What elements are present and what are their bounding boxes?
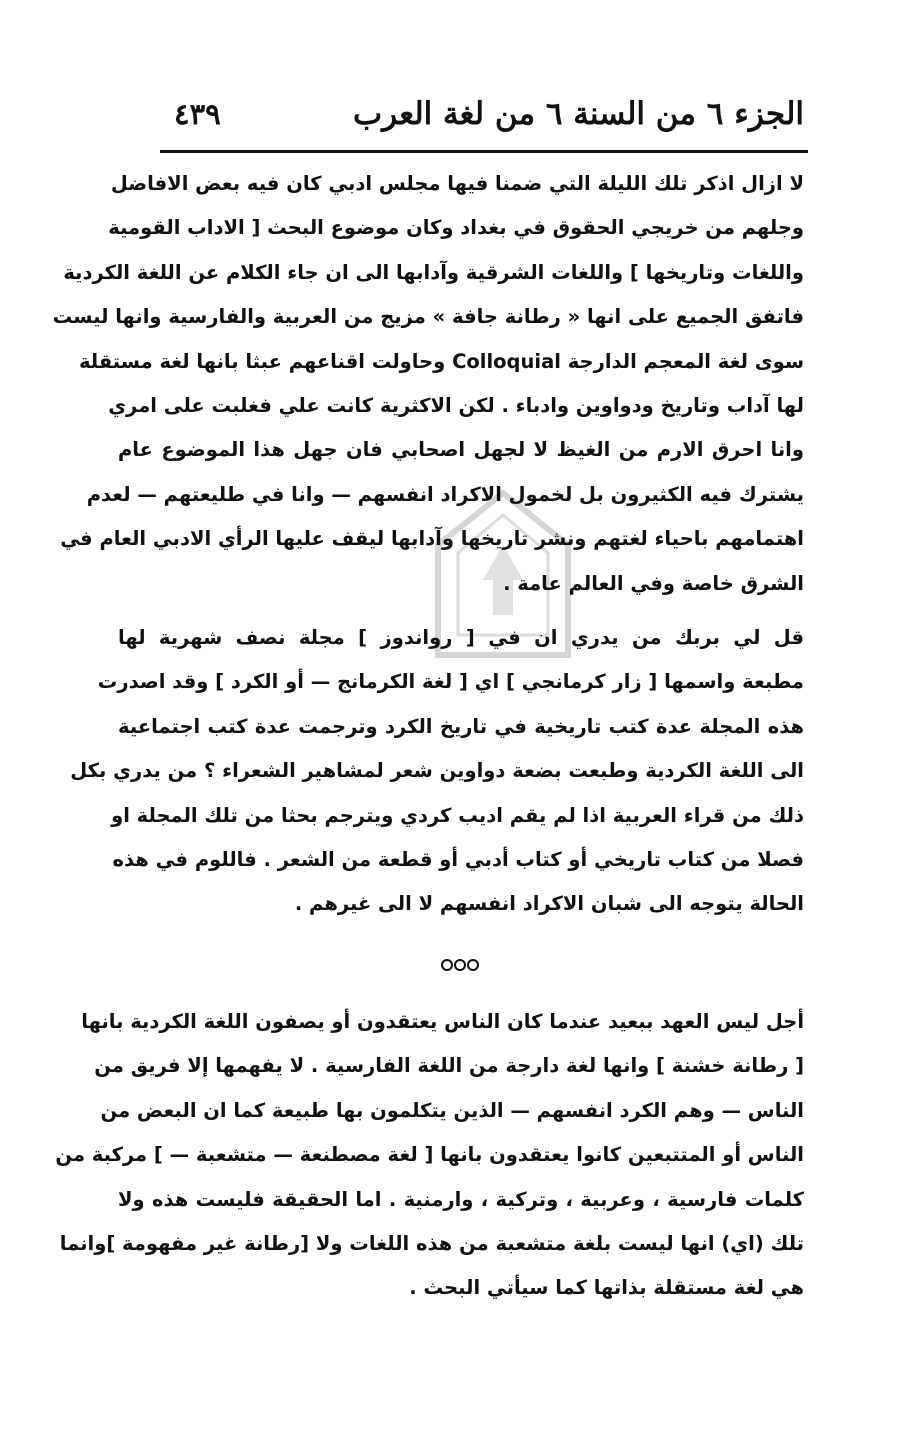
text-line: فصلا من كتاب تاريخي أو كتاب أدبي أو قطعة من الشعر . فاللوم في هذه [112, 847, 804, 871]
paragraph-3 [55, 1000, 804, 1311]
text-line: هي لغة مستقلة بذاتها كما سيأتي البحث . [409, 1276, 804, 1300]
text-line: لا ازال اذكر تلك الليلة التي ضمنا فيها مجلس ادبي كان فيه بعض الافاضل [110, 172, 804, 195]
text-line: الشرق خاصة وفي العالم عامة . [503, 571, 804, 595]
header-rule [160, 150, 808, 153]
section-divider-ornament [440, 958, 480, 972]
paragraph-1 [52, 162, 804, 606]
text-line: الناس أو المتتبعين كانوا يعتقدون بانها [ لغة مصطنعة — متشعبة — ] مركبة من [55, 1143, 804, 1167]
text-line: هذه المجلة عدة كتب تاريخية في تاريخ الكرد وترجمت عدة كتب اجتماعية [118, 714, 804, 738]
text-line: مطبعة واسمها [ زار كرمانجي ] اي [ لغة الكرمانج — أو الكرد ] وقد اصدرت [97, 670, 804, 694]
text-line: يشترك فيه الكثيرون بل لخمول الاكراد انفسهم — وانا في طليعتهم — لعدم [86, 482, 804, 506]
text-line: أجل ليس العهد ببعيد عندما كان الناس يعتقدون أو يصفون اللغة الكردية بانها [81, 1010, 804, 1033]
text-line: اهتمامهم باحياء لغتهم ونشر تاريخها وآدابها ليقف عليها الرأي الادبي العام في [60, 527, 804, 551]
header-title: الجزء ٦ من السنة ٦ من لغة العرب [352, 96, 804, 132]
text-line: واللغات وتاريخها ] واللغات الشرقية وآدابها الى ان جاء الكلام عن اللغة الكردية [63, 260, 804, 284]
text-line: قل لي بربك من يدري ان في [ رواندوز ] مجلة نصف شهرية لها [118, 626, 804, 649]
text-line: وانا احرق الارم من الغيظ لا لجهل اصحابي فان جهل هذا الموضوع عام [118, 438, 804, 462]
text-line: [ رطانة خشنة ] وانها لغة دارجة من اللغة الفارسية . لا يفهمها إلا فريق من [94, 1054, 804, 1078]
text-line: سوى لغة المعجم الدارجة Colloquial وحاولت اقناعهم عبثا بانها لغة مستقلة [78, 349, 804, 373]
text-line: لها آداب وتاريخ ودواوين وادباء . لكن الاكثرية كانت علي فغلبت على امري [108, 393, 804, 417]
page-number: ٤٣٩ [174, 97, 221, 131]
text-line: الى اللغة الكردية وطبعت بضعة دواوين شعر لمشاهير الشعراء ؟ من يدري بكل [70, 759, 804, 783]
running-header [168, 92, 804, 140]
text-line: وجلهم من خريجي الحقوق في بغداد وكان موضوع البحث [ الاداب القومية [108, 216, 804, 240]
text-line: الحالة يتوجه الى شبان الاكراد انفسهم لا الى غيرهم . [294, 892, 804, 916]
text-line: فاتفق الجميع على انها « رطانة جافة » مزيج من العربية والفارسية وانها ليست [52, 305, 804, 329]
text-line: تلك (اي) انها ليست بلغة متشعبة من هذه اللغات ولا [رطانة غير مفهومة ]وانما [59, 1231, 804, 1255]
text-line: كلمات فارسية ، وعربية ، وتركية ، وارمنية . اما الحقيقة فليست هذه ولا [118, 1187, 804, 1211]
text-line: الناس — وهم الكرد انفسهم — الذين يتكلمون بها طبيعة كما ان البعض من [100, 1098, 804, 1122]
text-line: ذلك من قراء العربية اذا لم يقم اديب كردي ويترجم بحثا من تلك المجلة او [111, 803, 804, 827]
paragraph-2 [70, 616, 804, 927]
